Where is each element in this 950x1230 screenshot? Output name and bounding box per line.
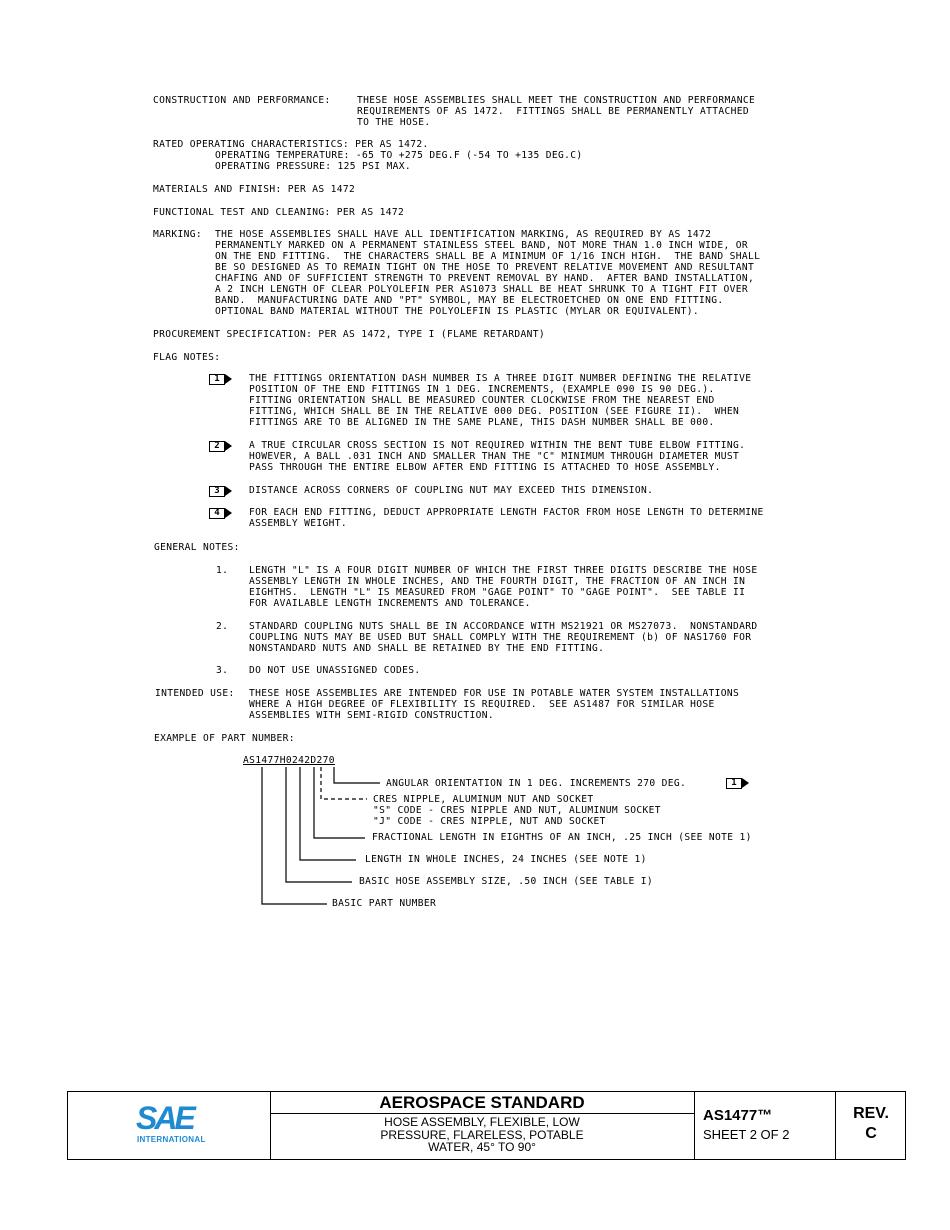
doc-number-cell: [695, 1092, 836, 1159]
marking-line: PERMANENTLY MARKED ON A PERMANENT STAINLESS STEEL BAND, NOT MORE THAN 1.0 INCH WIDE, OR: [215, 240, 748, 251]
marking-line: OPTIONAL BAND MATERIAL WITHOUT THE POLYOLEFIN IS PLASTIC (MYLAR OR EQUIVALENT).: [215, 306, 699, 317]
callout-length: LENGTH IN WHOLE INCHES, 24 INCHES (SEE NOTE 1): [365, 854, 647, 865]
intended-use-line: ASSEMBLIES WITH SEMI-RIGID CONSTRUCTION.: [249, 710, 495, 721]
leader-basic-size: [286, 767, 352, 882]
rated-temperature: OPERATING TEMPERATURE: -65 TO +275 DEG.F (-54 TO +135 DEG.C): [215, 150, 583, 161]
construction-label: CONSTRUCTION AND PERFORMANCE:: [153, 95, 331, 106]
general-note-number: 1.: [216, 565, 229, 576]
callout-basic-size: BASIC HOSE ASSEMBLY SIZE, .50 INCH (SEE TABLE I): [359, 876, 654, 887]
callout-basic-part: BASIC PART NUMBER: [332, 898, 437, 909]
flag-notes-heading: FLAG NOTES:: [153, 352, 221, 363]
callout-angular: ANGULAR ORIENTATION IN 1 DEG. INCREMENTS 270 DEG.: [386, 778, 687, 789]
leader-angular: [334, 767, 380, 783]
flag-note-line: A TRUE CIRCULAR CROSS SECTION IS NOT REQUIRED WITHIN THE BENT TUBE ELBOW FITTING.: [249, 440, 746, 451]
intended-use-line: WHERE A HIGH DEGREE OF FLEXIBILITY IS REQUIRED. SEE AS1487 FOR SIMILAR HOSE: [249, 699, 715, 710]
logo-cell: [68, 1092, 271, 1159]
general-note-line: COUPLING NUTS MAY BE USED BUT SHALL COMPLY WITH THE REQUIREMENT (b) OF NAS1760 FOR: [249, 632, 752, 643]
flag-note-line: POSITION OF THE END FITTINGS IN 1 DEG. INCREMENTS, (EXAMPLE 090 IS 90 DEG.).: [249, 384, 715, 395]
flag-note-line: PASS THROUGH THE ENTIRE ELBOW AFTER END FITTING IS ATTACHED TO HOSE ASSEMBLY.: [249, 462, 721, 473]
general-note-line: FOR AVAILABLE LENGTH INCREMENTS AND TOLERANCE.: [249, 598, 531, 609]
marking-line: BAND. MANUFACTURING DATE AND "PT" SYMBOL, MAY BE ELECTROETCHED ON ONE END FITTING.: [215, 295, 724, 306]
marking-label: MARKING:: [153, 229, 203, 240]
marking-line: THE HOSE ASSEMBLIES SHALL HAVE ALL IDENTIFICATION MARKING, AS REQUIRED BY AS 1472: [215, 229, 712, 240]
revision-label: REV.: [853, 1105, 889, 1122]
construction-line: THESE HOSE ASSEMBLIES SHALL MEET THE CONSTRUCTION AND PERFORMANCE: [357, 95, 756, 106]
sae-logo-subtitle: INTERNATIONAL: [137, 1135, 206, 1144]
callout-fractional: FRACTIONAL LENGTH IN EIGHTHS OF AN INCH, .25 INCH (SEE NOTE 1): [372, 832, 752, 843]
flag-note-line: DISTANCE ACROSS CORNERS OF COUPLING NUT MAY EXCEED THIS DIMENSION.: [249, 485, 654, 496]
materials-line: MATERIALS AND FINISH: PER AS 1472: [153, 184, 356, 195]
marking-line: CHAFING AND OF SUFFICIENT STRENGTH TO PREVENT REMOVAL BY HAND. AFTER BAND INSTALLATION,: [215, 273, 755, 284]
general-note-line: ASSEMBLY LENGTH IN WHOLE INCHES, AND THE FOURTH DIGIT, THE FRACTION OF AN INCH IN: [249, 576, 746, 587]
intended-use-line: THESE HOSE ASSEMBLIES ARE INTENDED FOR USE IN POTABLE WATER SYSTEM INSTALLATIONS: [249, 688, 740, 699]
general-notes-heading: GENERAL NOTES:: [154, 542, 240, 553]
flag-note-line: FOR EACH END FITTING, DEDUCT APPROPRIATE LENGTH FACTOR FROM HOSE LENGTH TO DETERMINE: [249, 507, 764, 518]
callout-angular-flag: 1: [726, 778, 742, 789]
callout-material: "J" CODE - CRES NIPPLE, NUT AND SOCKET: [373, 816, 606, 827]
procurement-line: PROCUREMENT SPECIFICATION: PER AS 1472, TYPE I (FLAME RETARDANT): [153, 329, 546, 340]
flag-note-line: FITTING ORIENTATION SHALL BE MEASURED COUNTER CLOCKWISE FROM THE NEAREST END: [249, 395, 715, 406]
construction-line: TO THE HOSE.: [357, 117, 431, 128]
standard-title: AEROSPACE STANDARD: [270, 1092, 694, 1114]
document-number: AS1477™: [703, 1107, 773, 1124]
flag-note-marker: 4: [209, 508, 225, 519]
general-note-number: 3.: [216, 665, 229, 676]
flag-note-line: HOWEVER, A BALL .031 INCH AND SMALLER THAN THE "C" MINIMUM THROUGH DIAMETER MUST: [249, 451, 740, 462]
leader-length: [300, 767, 356, 860]
general-note-line: EIGHTHS. LENGTH "L" IS MEASURED FROM "GAGE POINT" TO "GAGE POINT". SEE TABLE II: [249, 587, 746, 598]
flag-note-line: FITTING, WHICH SHALL BE IN THE RELATIVE 000 DEG. POSITION (SEE FIGURE II). WHEN: [249, 406, 740, 417]
flag-note-marker: 1: [209, 374, 225, 385]
revision-value: C: [865, 1125, 877, 1142]
example-part-number: AS1477H0242D270: [243, 755, 335, 766]
sae-logo: SAE: [136, 1100, 193, 1136]
flag-note-line: THE FITTINGS ORIENTATION DASH NUMBER IS A THREE DIGIT NUMBER DEFINING THE RELATIVE: [249, 373, 752, 384]
general-note-line: DO NOT USE UNASSIGNED CODES.: [249, 665, 421, 676]
flag-note-line: ASSEMBLY WEIGHT.: [249, 518, 348, 529]
title-cell: [270, 1092, 695, 1159]
marking-line: ON THE END FITTING. THE CHARACTERS SHALL BE A MINIMUM OF 1/16 INCH HIGH. THE BAND SHALL: [215, 251, 761, 262]
leader-basic-part-number: [262, 767, 327, 904]
rated-heading: RATED OPERATING CHARACTERISTICS: PER AS 1472.: [153, 139, 429, 150]
title-block: [67, 1091, 906, 1160]
functional-line: FUNCTIONAL TEST AND CLEANING: PER AS 1472: [153, 207, 405, 218]
leader-fractional: [314, 767, 365, 838]
flag-note-marker: 3: [209, 486, 225, 497]
revision-cell: [836, 1092, 906, 1159]
marking-line: A 2 INCH LENGTH OF CLEAR POLYOLEFIN PER AS1073 SHALL BE HEAT SHRUNK TO A TIGHT FIT OVER: [215, 284, 748, 295]
general-note-line: NONSTANDARD NUTS AND SHALL BE RETAINED BY THE END FITTING.: [249, 643, 605, 654]
marking-line: BE SO DESIGNED AS TO REMAIN TIGHT ON THE HOSE TO PREVENT RELATIVE MOVEMENT AND RESULTANT: [215, 262, 755, 273]
intended-use-label: INTENDED USE:: [155, 688, 235, 699]
sheet-number: SHEET 2 OF 2: [703, 1127, 790, 1142]
example-heading: EXAMPLE OF PART NUMBER:: [154, 733, 295, 744]
rated-pressure: OPERATING PRESSURE: 125 PSI MAX.: [215, 161, 412, 172]
flag-note-marker: 2: [209, 441, 225, 452]
general-note-line: LENGTH "L" IS A FOUR DIGIT NUMBER OF WHICH THE FIRST THREE DIGITS DESCRIBE THE HOSE: [249, 565, 758, 576]
flag-note-line: FITTINGS ARE TO BE ALIGNED IN THE SAME PLANE, THIS DASH NUMBER SHALL BE 000.: [249, 417, 715, 428]
construction-line: REQUIREMENTS OF AS 1472. FITTINGS SHALL BE PERMANENTLY ATTACHED: [357, 106, 750, 117]
general-note-line: STANDARD COUPLING NUTS SHALL BE IN ACCORDANCE WITH MS21921 OR MS27073. NONSTANDARD: [249, 621, 758, 632]
callout-material: "S" CODE - CRES NIPPLE AND NUT, ALUMINUM SOCKET: [373, 805, 661, 816]
callout-material: CRES NIPPLE, ALUMINUM NUT AND SOCKET: [373, 794, 594, 805]
standard-description: HOSE ASSEMBLY, FLEXIBLE, LOW PRESSURE, FLARELESS, POTABLE WATER, 45° TO 90°: [380, 1115, 584, 1154]
general-note-number: 2.: [216, 621, 229, 632]
